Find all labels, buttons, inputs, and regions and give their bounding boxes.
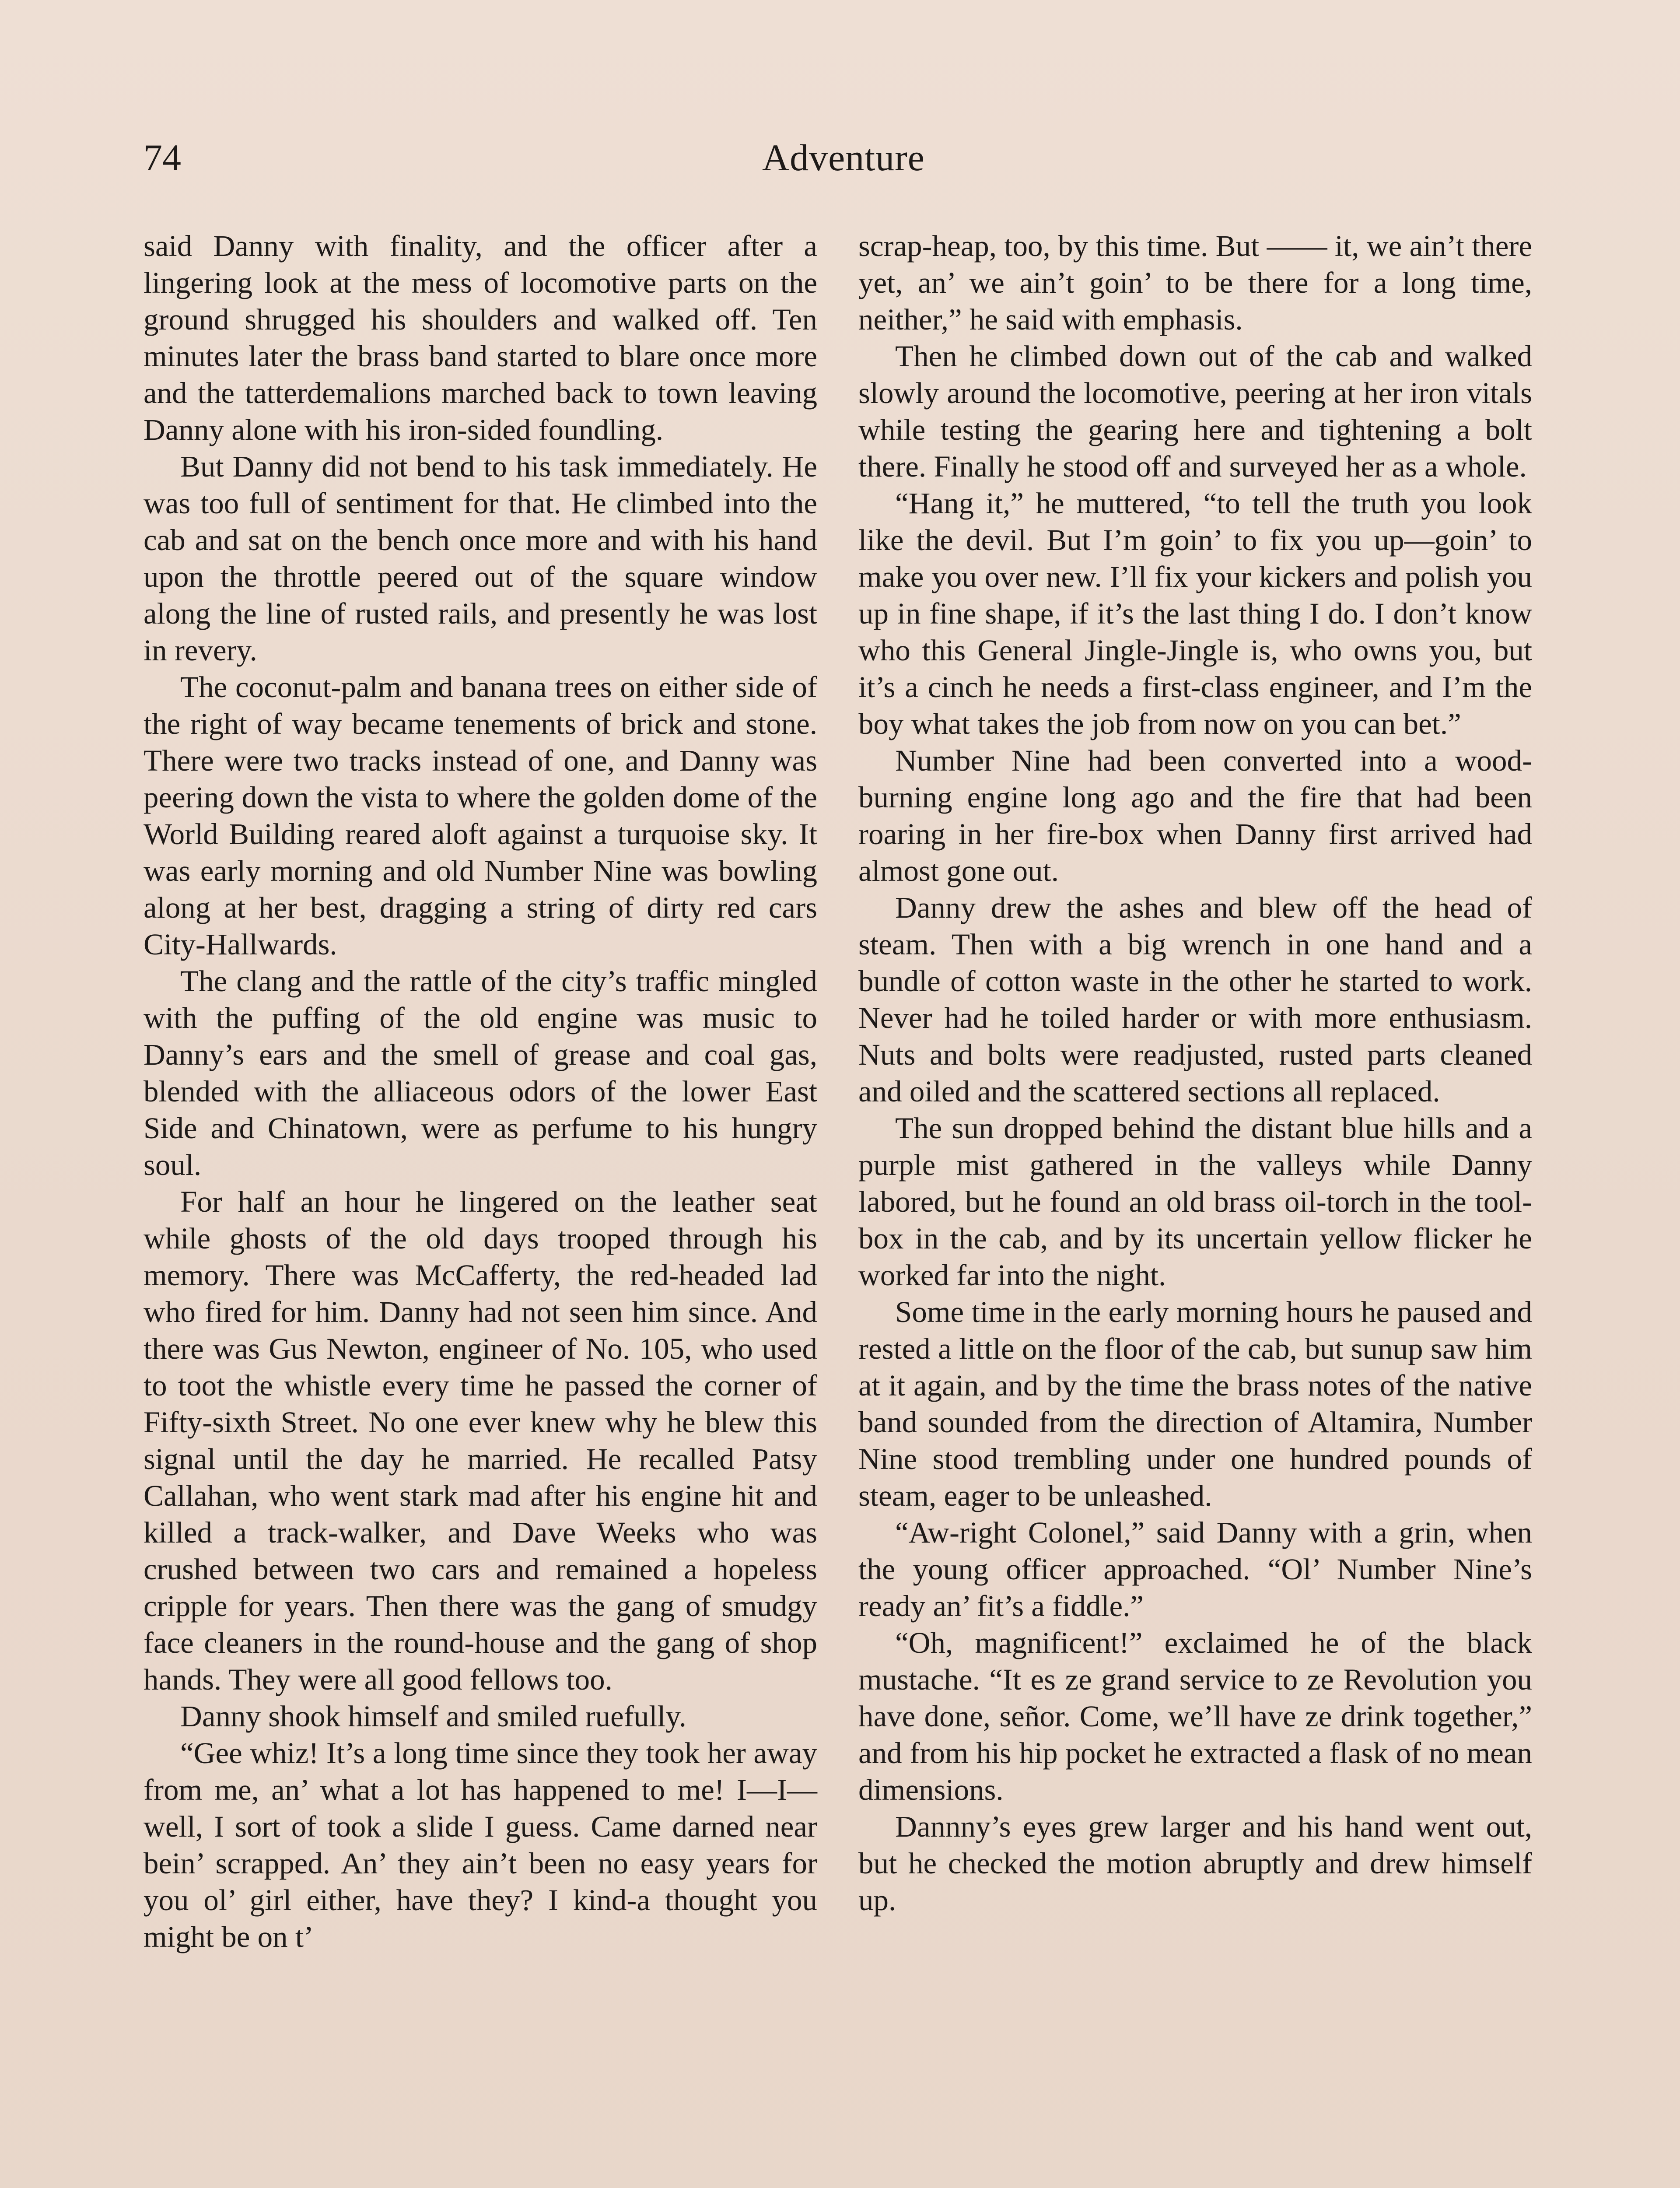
- page-header: [144, 131, 1544, 184]
- paragraph: “Aw-right Colonel,” said Danny with a grin, when the young officer approached. “Ol’ Number Nine’s ready an’ fit’s a fiddle.”: [858, 1516, 1532, 1623]
- paragraph: Danny shook himself and smiled ruefully.: [180, 1700, 686, 1733]
- page-number: 74: [144, 137, 181, 179]
- paragraph: For half an hour he lingered on the leather seat while ghosts of the old days trooped through his memory. There was McCafferty, the red-headed lad who fired for him. Danny had not seen him since. And there was Gus Newton, engineer of No. 105, who used to toot the whistle every time he passed the corner of Fifty-sixth Street. No one ever knew why he blew this signal until the day he married. He recalled Patsy Callahan, who went stark mad after his engine hit and killed a track-walker, and Dave Weeks who was crushed between two cars and remained a hopeless cripple for years. Then there was the gang of smudgy face cleaners in the round-house and the gang of shop hands. They were all good fellows too.: [144, 1185, 817, 1696]
- paragraph: The coconut-palm and banana trees on either side of the right of way became tenements of brick and stone. There were two tracks instead of one, and Danny was peering down the vista to where the golden dome of the World Building reared aloft against a turquoise sky. It was early morning and old Number Nine was bowling along at her best, dragging a string of dirty red cars City-Hallwards.: [144, 670, 817, 961]
- paragraph: The clang and the rattle of the city’s traffic mingled with the puffing of the old engine was music to Danny’s ears and the smell of grease and coal gas, blended with the alliaceous odors of the lower East Side and Chinatown, were as perfume to his hungry soul.: [144, 964, 817, 1182]
- paragraph: Dannny’s eyes grew larger and his hand went out, but he checked the motion abruptly and drew himself up.: [858, 1810, 1532, 1917]
- paragraph: The sun dropped behind the distant blue hills and a purple mist gathered in the valleys while Danny labored, but he found an old brass oil-torch in the tool-box in the cab, and by its uncertain yellow flicker he worked far into the night.: [858, 1112, 1532, 1292]
- paragraph: Number Nine had been converted into a wood-burning engine long ago and the fire that had been roaring in her fire-box when Danny first arrived had almost gone out.: [858, 744, 1532, 887]
- left-text-column: [144, 228, 817, 1955]
- paragraph: said Danny with finality, and the officer after a lingering look at the mess of locomotive parts on the ground shrugged his shoulders and walked off. Ten minutes later the brass band started to blare once more and the tatterdemalions marched back to town leaving Danny alone with his iron-sided foundling.: [144, 229, 817, 446]
- paragraph: Danny drew the ashes and blew off the head of steam. Then with a big wrench in one hand and a bundle of cotton waste in the other he started to work. Never had he toiled harder or with more enthusiasm. Nuts and bolts were readjusted, rusted parts cleaned and oiled and the scattered sections all replaced.: [858, 891, 1532, 1108]
- paragraph: “Hang it,” he muttered, “to tell the truth you look like the devil. But I’m goin’ to fix you up—goin’ to make you over new. I’ll fix your kickers and polish you up in fine shape, if it’s the last thing I do. I don’t know who this General Jingle-Jingle is, who owns you, but it’s a cinch he needs a first-class engineer, and I’m the boy what takes the job from now on you can bet.”: [858, 487, 1532, 740]
- right-text-column: [858, 228, 1532, 1918]
- paragraph: “Gee whiz! It’s a long time since they took her away from me, an’ what a lot has happened to me! I—I—well, I sort of took a slide I guess. Came darned near bein’ scrapped. An’ they ain’t been no easy years for you ol’ girl either, have they? I kind-a thought you might be on t’: [144, 1736, 817, 1953]
- page-title: Adventure: [762, 137, 925, 179]
- paragraph: Then he climbed down out of the cab and walked slowly around the locomotive, peering at her iron vitals while testing the gearing here and tightening a bolt there. Finally he stood off and surveyed her as a whole.: [858, 340, 1532, 483]
- paragraph: But Danny did not bend to his task immediately. He was too full of sentiment for that. He climbed into the cab and sat on the bench once more and with his hand upon the throttle peered out of the square window along the line of rusted rails, and presently he was lost in revery.: [144, 450, 817, 667]
- paragraph: Some time in the early morning hours he paused and rested a little on the floor of the cab, but sunup saw him at it again, and by the time the brass notes of the native band sounded from the direction of Altamira, Number Nine stood trembling under one hundred pounds of steam, eager to be unleashed.: [858, 1295, 1532, 1512]
- paragraph: scrap-heap, too, by this time. But —— it, we ain’t there yet, an’ we ain’t goin’ to be there for a long time, neither,” he said with emphasis.: [858, 229, 1532, 336]
- paragraph: “Oh, magnificent!” exclaimed he of the black mustache. “It es ze grand service to ze Revolution you have done, señor. Come, we’ll have ze drink together,” and from his hip pocket he extracted a flask of no mean dimensions.: [858, 1626, 1532, 1806]
